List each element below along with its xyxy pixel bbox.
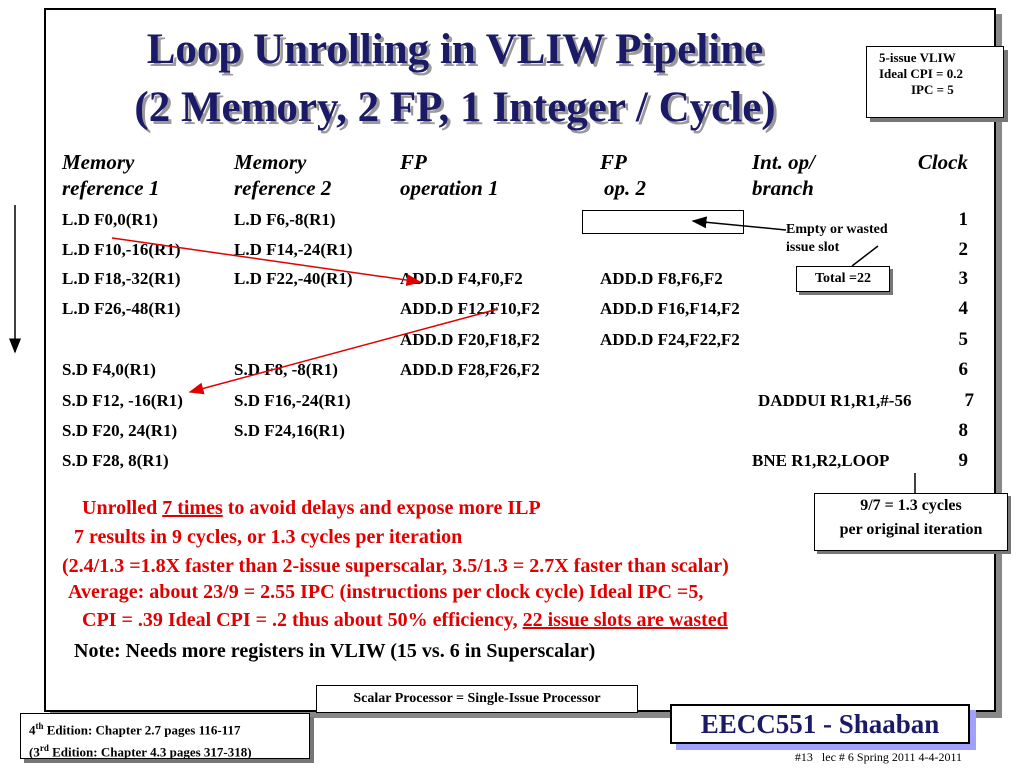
note-line5-pre: CPI = .39 Ideal CPI = .2 thus about 50% efficiency, [82, 609, 523, 631]
row3-fp2: ADD.D F8,F6,F2 [600, 269, 723, 288]
header-int-line1: Int. op/ [752, 150, 816, 174]
row2-clock: 2 [958, 239, 968, 260]
header-mem1-line2: reference 1 [62, 176, 160, 200]
edition-line1-num: 4 [29, 722, 36, 738]
row7-mem1: S.D F12, -16(R1) [62, 391, 183, 410]
row9-int: BNE R1,R2,LOOP [752, 451, 890, 470]
header-int-line2: branch [752, 176, 814, 200]
ratio-line1: 9/7 = 1.3 cycles [860, 497, 962, 514]
row4-mem1: L.D F26,-48(R1) [62, 299, 181, 318]
load-to-add-arrow [112, 238, 420, 282]
scalar-definition-box: Scalar Processor = Single-Issue Processor [316, 685, 638, 713]
note-line1-post: to avoid delays and expose more ILP [222, 497, 541, 519]
header-fp1-line1: FP [400, 150, 427, 174]
row6-mem2: S.D F8, -8(R1) [234, 360, 338, 379]
specs-line1: 5-issue VLIW [879, 50, 956, 65]
header-fp1-line2: operation 1 [400, 176, 499, 200]
row6-clock: 6 [958, 359, 968, 380]
note-line4: Average: about 23/9 = 2.55 IPC (instructions per clock cycle) Ideal IPC =5, [68, 581, 704, 603]
row6-mem1: S.D F4,0(R1) [62, 360, 156, 379]
row2-mem2: L.D F14,-24(R1) [234, 240, 353, 259]
note-line2: 7 results in 9 cycles, or 1.3 cycles per iteration [74, 526, 463, 548]
edition-line1-sup: th [35, 721, 44, 731]
row5-clock: 5 [958, 329, 968, 350]
slide-title-line2: (2 Memory, 2 FP, 1 Integer / Cycle) [134, 84, 776, 131]
header-clock-line1: Clock [917, 150, 968, 174]
row3-mem2: L.D F22,-40(R1) [234, 269, 353, 288]
row7-clock: 7 [964, 390, 974, 411]
edition-line2 [29, 739, 309, 761]
row8-mem1: S.D F20, 24(R1) [62, 421, 178, 440]
row4-fp2: ADD.D F16,F14,F2 [600, 299, 740, 318]
note-line5 [82, 608, 728, 632]
add-to-store-arrow [190, 309, 498, 392]
row9-clock: 9 [958, 450, 968, 471]
row1-mem1: L.D F0,0(R1) [62, 210, 158, 229]
edition-line2-sup: rd [39, 743, 49, 754]
specs-line3: IPC = 5 [911, 82, 954, 97]
slide-footer [620, 750, 962, 765]
slide-title-line1: Loop Unrolling in VLIW Pipeline [146, 26, 764, 73]
row1-mem2: L.D F6,-8(R1) [234, 210, 336, 229]
row8-mem2: S.D F24,16(R1) [234, 421, 345, 440]
edition-line2-pre: (3 [29, 744, 40, 760]
ratio-line2: per original iteration [839, 521, 983, 538]
row4-clock: 4 [958, 298, 968, 319]
row3-clock: 3 [958, 268, 968, 289]
header-fp2-line2: op. 2 [604, 176, 646, 200]
note-line5-underlined: 22 issue slots are wasted [522, 609, 728, 631]
edition-reference-box [20, 713, 310, 759]
registers-note: Note: Needs more registers in VLIW (15 vs. 6 in Superscalar) [74, 640, 596, 662]
row5-fp1: ADD.D F20,F18,F2 [400, 330, 540, 349]
specs-line2: Ideal CPI = 0.2 [879, 66, 963, 81]
course-title-box: EECC551 - Shaaban [670, 704, 970, 744]
edition-line1 [29, 717, 309, 739]
row8-clock: 8 [958, 420, 968, 441]
lecture-info: lec # 6 Spring 2011 4-4-2011 [821, 750, 962, 764]
row7-int: DADDUI R1,R1,#-56 [758, 391, 912, 410]
row3-fp1: ADD.D F4,F0,F2 [400, 269, 523, 288]
row3-mem1: L.D F18,-32(R1) [62, 269, 181, 288]
total-wasted-box: Total =22 [796, 266, 890, 292]
empty-slot-label-line1: Empty or wasted [786, 222, 888, 237]
empty-slot-label-line2: issue slot [786, 240, 840, 255]
row1-clock: 1 [958, 209, 968, 230]
row4-fp1: ADD.D F12,F10,F2 [400, 299, 540, 318]
total-pointer [852, 246, 878, 266]
row2-mem1: L.D F10,-16(R1) [62, 240, 181, 259]
note-line1 [82, 496, 541, 520]
row6-fp1: ADD.D F28,F26,F2 [400, 360, 540, 379]
slide-number: #13 [794, 750, 813, 764]
row5-fp2: ADD.D F24,F22,F2 [600, 330, 740, 349]
note-line1-underlined: 7 times [162, 497, 223, 519]
header-mem1-line1: Memory [62, 150, 135, 174]
note-line3: (2.4/1.3 =1.8X faster than 2-issue superscalar, 3.5/1.3 = 2.7X faster than scalar) [62, 555, 729, 577]
edition-line2-text: Edition: Chapter 4.3 pages 317-318) [48, 744, 252, 760]
header-mem2-line2: reference 2 [234, 176, 332, 200]
row9-mem1: S.D F28, 8(R1) [62, 451, 169, 470]
empty-slot-pointer [693, 221, 786, 230]
edition-line1-text: Edition: Chapter 2.7 pages 116-117 [43, 722, 241, 738]
header-fp2-line1: FP [600, 150, 627, 174]
note-line1-pre: Unrolled [82, 497, 163, 519]
row7-mem2: S.D F16,-24(R1) [234, 391, 351, 410]
header-mem2-line1: Memory [234, 150, 307, 174]
